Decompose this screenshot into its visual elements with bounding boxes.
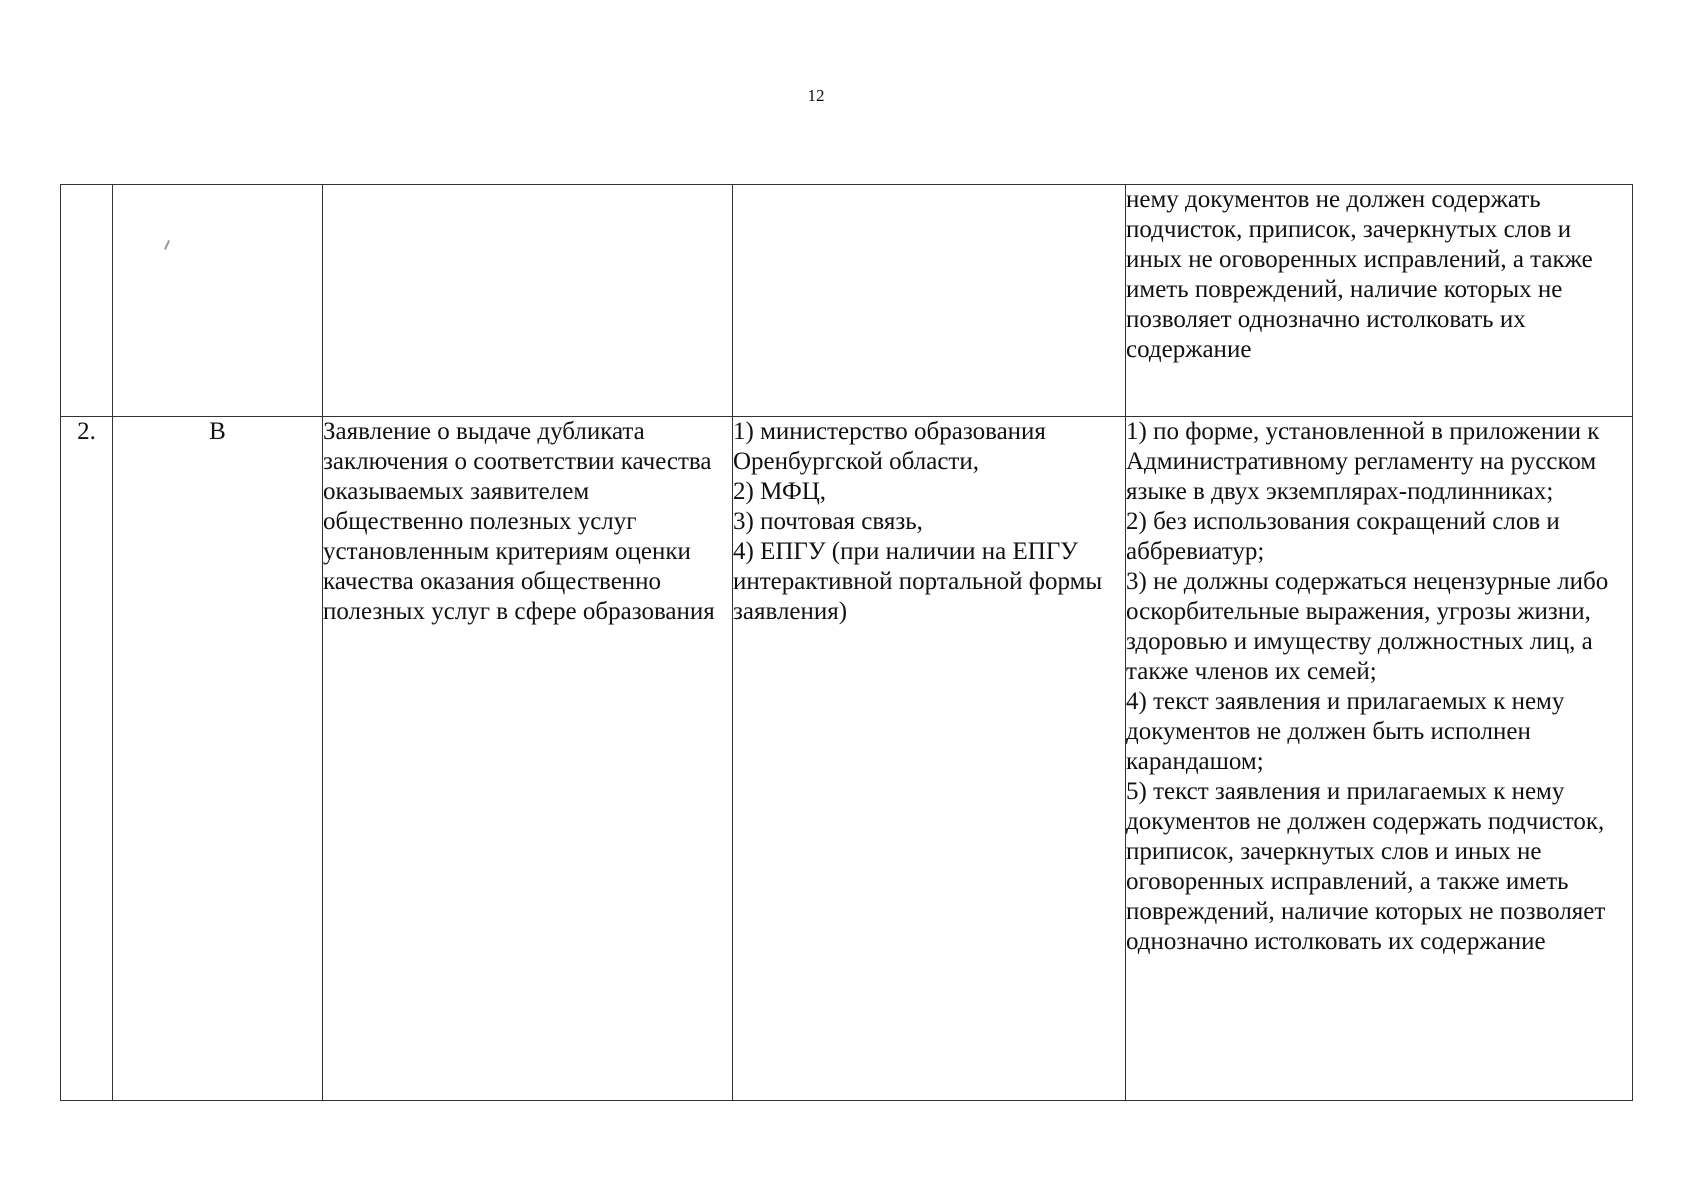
table-row-continuation [61, 185, 1633, 417]
list-item: 1) министерство образования Оренбургской области, [733, 418, 1046, 475]
submission-channel-list [733, 417, 1125, 627]
requirements-list [1126, 417, 1632, 957]
requirements-table [60, 184, 1633, 1101]
list-item: 4) текст заявления и прилагаемых к нему документов не должен быть исполнен карандашом; [1126, 688, 1565, 775]
page-number: 12 [807, 86, 825, 105]
list-item: 3) почтовая связь, [733, 508, 923, 535]
cell-number [61, 185, 113, 417]
cell-letter: В [113, 417, 323, 1101]
list-item: 2) без использования сокращений слов и аббревиатур; [1126, 508, 1560, 565]
cell-submission-channels [733, 417, 1126, 1101]
list-item: 5) текст заявления и прилагаемых к нему документов не должен содержать подчисток, приписок, зачеркнутых слов и иных не оговоренных исправлений, а также иметь повреждений, наличие которых не позволяет однозначно истолковать их содержание [1126, 778, 1606, 955]
cell-requirements [1126, 417, 1633, 1101]
cell-submission-channels [733, 185, 1126, 417]
cell-requirements: нему документов не должен содержать подчисток, приписок, зачеркнутых слов и иных не оговоренных исправлений, а также иметь повреждений, наличие которых не позволяет однозначно истолковать их содержание [1126, 185, 1633, 417]
cell-document-name: Заявление о выдаче дубликата заключения о соответствии качества оказываемых заявителем общественно полезных услуг установленным критериям оценки качества оказания общественно полезных услуг в сфере образования [323, 417, 733, 1101]
cell-number: 2. [61, 417, 113, 1101]
cell-document-name [323, 185, 733, 417]
list-item: 3) не должны содержаться нецензурные либо оскорбительные выражения, угрозы жизни, здоровью и имуществу должностных лиц, а также членов их семей; [1126, 568, 1609, 685]
list-item: 4) ЕПГУ (при наличии на ЕПГУ интерактивной портальной формы заявления) [733, 538, 1103, 625]
list-item: 1) по форме, установленной в приложении к Административному регламенту на русском языке в двух экземплярах-подлинниках; [1126, 418, 1600, 505]
cell-letter [113, 185, 323, 417]
table-row-2 [61, 417, 1633, 1101]
list-item: 2) МФЦ, [733, 478, 827, 505]
